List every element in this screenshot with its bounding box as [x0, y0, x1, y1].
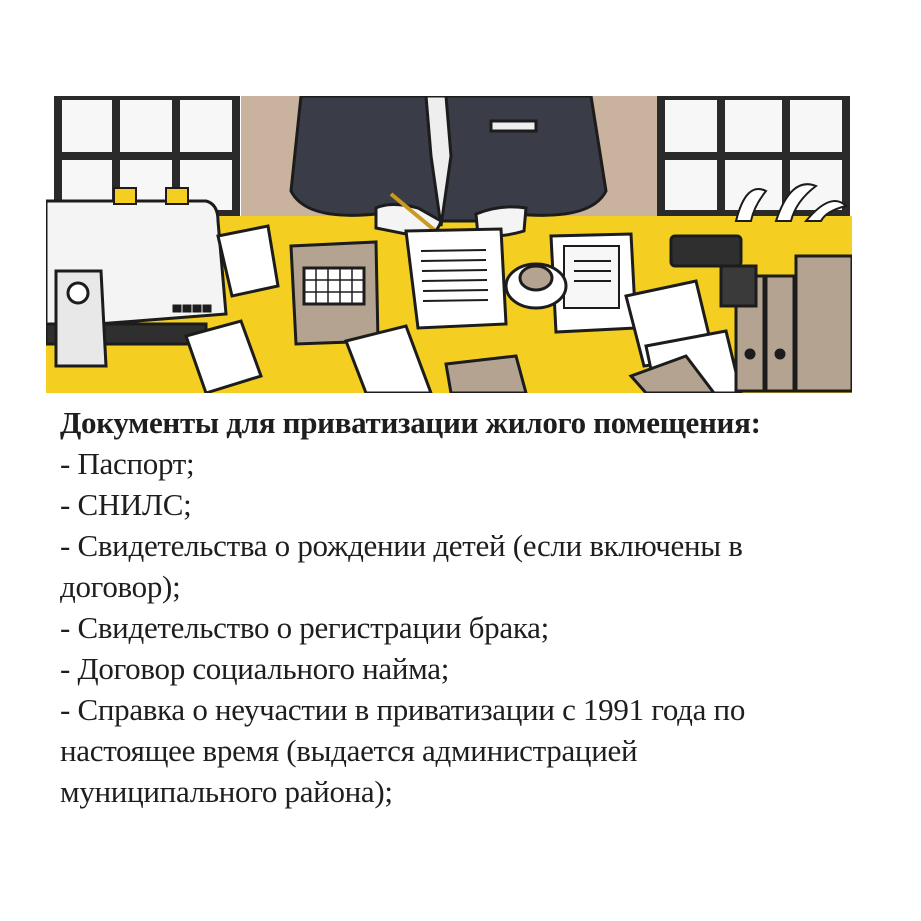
document-list-section: [60, 402, 860, 812]
left-window: [58, 96, 236, 214]
binders: [721, 256, 852, 391]
documents-list: [60, 443, 860, 812]
list-item: - Договор социального найма;: [60, 651, 450, 686]
calendar-paper: [291, 242, 378, 344]
list-item: - Справка о неучастии в приватизации с 1991 года по настоящее время (выдается администрацией муниципального района);: [60, 692, 746, 809]
paper-stack-center: [406, 229, 506, 328]
list-item: - Свидетельства о рождении детей (если включены в договор);: [60, 528, 743, 604]
office-desk-illustration: [46, 96, 852, 393]
list-item: - СНИЛС;: [60, 487, 192, 522]
list-item: - Паспорт;: [60, 446, 195, 481]
phone: [671, 236, 741, 266]
folder: [446, 356, 526, 393]
list-item: - Свидетельство о регистрации брака;: [60, 610, 549, 645]
page-title: Документы для приватизации жилого помещения:: [60, 405, 761, 440]
coffee-cup: [506, 264, 566, 308]
